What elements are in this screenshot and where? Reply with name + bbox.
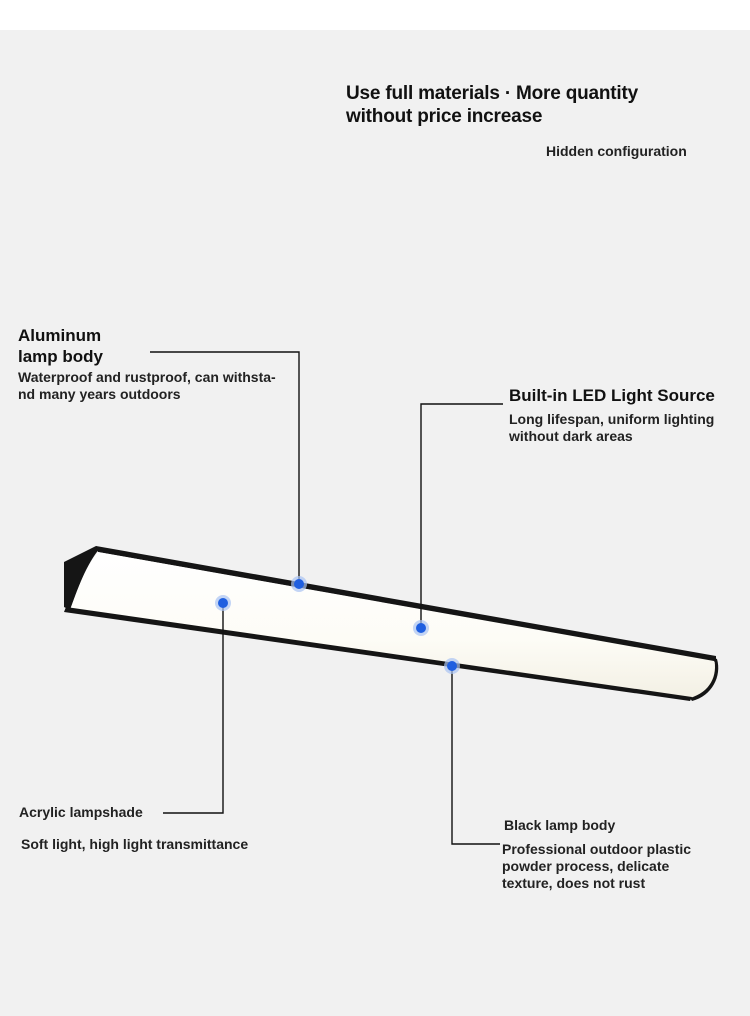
leader-acrylic xyxy=(163,603,223,813)
headline-line-1: Use full materials · More quantity xyxy=(346,83,638,104)
aluminum-description xyxy=(18,369,308,403)
aluminum-title xyxy=(18,325,103,367)
black-body-title: Black lamp body xyxy=(504,817,616,833)
aluminum-desc-line-2: nd many years outdoors xyxy=(18,386,181,402)
acrylic-title: Acrylic lampshade xyxy=(19,804,143,820)
aluminum-title-line-1: Aluminum xyxy=(18,326,102,345)
black-body-desc-line-3: texture, does not rust xyxy=(502,875,646,891)
led-description xyxy=(509,411,739,445)
led-desc-line-2: without dark areas xyxy=(509,428,633,444)
leader-led xyxy=(421,404,503,627)
marker-acrylic-icon xyxy=(215,595,231,611)
leader-black-body xyxy=(452,666,500,844)
acrylic-description: Soft light, high light transmittance xyxy=(21,836,249,852)
led-title: Built-in LED Light Source xyxy=(509,386,715,405)
black-body-desc-line-1: Professional outdoor plastic xyxy=(502,841,692,857)
black-body-description xyxy=(502,841,732,892)
aluminum-title-line-2: lamp body xyxy=(18,347,104,366)
marker-led-icon xyxy=(413,620,429,636)
marker-black-body-icon xyxy=(444,658,460,674)
led-desc-line-1: Long lifespan, uniform lighting xyxy=(509,411,715,427)
aluminum-desc-line-1: Waterproof and rustproof, can withsta- xyxy=(18,369,276,385)
black-body-desc-line-2: powder process, delicate xyxy=(502,858,670,874)
headline-line-2: without price increase xyxy=(346,106,543,127)
marker-aluminum-icon xyxy=(291,576,307,592)
hidden-configuration-caption: Hidden configuration xyxy=(546,143,687,159)
